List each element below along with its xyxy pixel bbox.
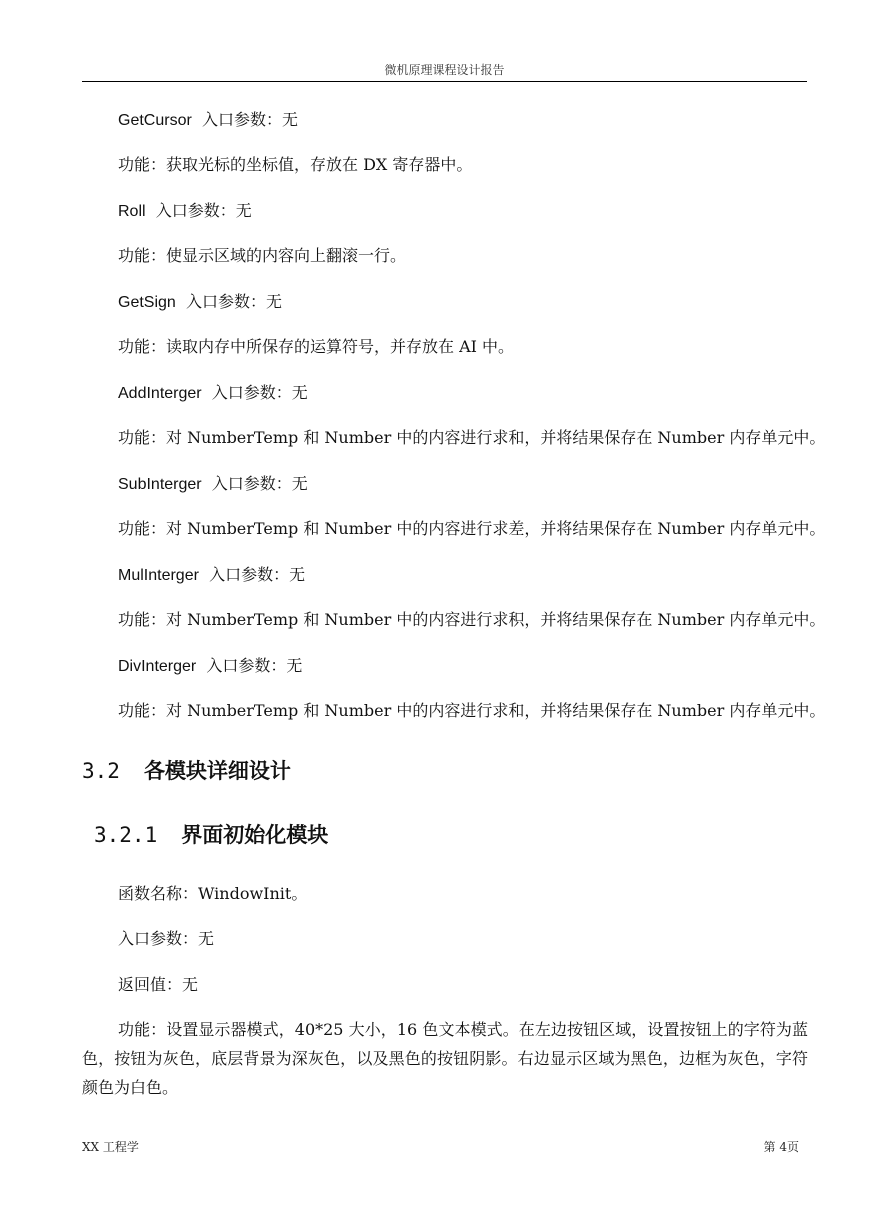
section-number: 3.2 <box>82 759 120 783</box>
subsection-title: 界面初始化模块 <box>181 822 329 847</box>
entry-signature <box>118 201 252 222</box>
entry-name: Roll <box>118 203 146 220</box>
section-heading <box>82 758 291 784</box>
footer-left: XX 工程学 <box>82 1140 139 1154</box>
entry-name: GetCursor <box>118 112 192 129</box>
entry-param: 入口参数：无 <box>209 565 306 584</box>
entry-signature <box>118 656 302 677</box>
entry-param: 入口参数：无 <box>211 474 308 493</box>
module-description: 功能：设置显示器模式，40*25 大小，16 色文本模式。在左边按钮区域，设置按钮上的字符为蓝色，按钮为灰色，底层背景为深灰色，以及黑色的按钮阴影。右边显示区域为黑色，边框为灰色，字符颜色为白色。 <box>82 1020 808 1097</box>
entry-signature <box>118 383 308 404</box>
entry-name: GetSign <box>118 294 176 311</box>
entry-function: 功能：获取光标的坐标值，存放在 DX 寄存器中。 <box>118 155 473 174</box>
entry-name: DivInterger <box>118 658 197 675</box>
entry-name: MulInterger <box>118 567 199 584</box>
module-param: 入口参数：无 <box>118 929 215 948</box>
header-title: 微机原理课程设计报告 <box>384 63 505 77</box>
entry-name: AddInterger <box>118 385 202 402</box>
entry-param: 入口参数：无 <box>201 110 298 129</box>
entry-function: 功能：使显示区域的内容向上翻滚一行。 <box>118 246 407 265</box>
page-number: 第 4页 <box>763 1140 799 1154</box>
entry-function: 功能：对 NumberTemp 和 Number 中的内容进行求差，并将结果保存在 Number 内存单元中。 <box>118 519 826 538</box>
entry-function: 功能：对 NumberTemp 和 Number 中的内容进行求和，并将结果保存在 Number 内存单元中。 <box>118 428 826 447</box>
entry-param: 入口参数：无 <box>185 292 282 311</box>
entry-function: 功能：读取内存中所保存的运算符号，并存放在 AI 中。 <box>118 337 515 356</box>
entry-signature <box>118 565 305 586</box>
subsection-number: 3.2.1 <box>94 823 158 847</box>
entry-name: SubInterger <box>118 476 202 493</box>
entry-signature <box>118 110 298 131</box>
module-function-name: 函数名称：WindowInit。 <box>118 884 308 903</box>
entry-function: 功能：对 NumberTemp 和 Number 中的内容进行求和，并将结果保存在 Number 内存单元中。 <box>118 701 826 720</box>
entry-function: 功能：对 NumberTemp 和 Number 中的内容进行求积，并将结果保存在 Number 内存单元中。 <box>118 610 826 629</box>
entry-param: 入口参数：无 <box>206 656 303 675</box>
module-return: 返回值：无 <box>118 975 199 994</box>
entry-param: 入口参数：无 <box>211 383 308 402</box>
section-title: 各模块详细设计 <box>143 758 291 783</box>
subsection-heading <box>94 822 328 848</box>
entry-signature <box>118 292 282 313</box>
entry-signature <box>118 474 308 495</box>
page-header <box>82 62 807 82</box>
entry-param: 入口参数：无 <box>155 201 252 220</box>
